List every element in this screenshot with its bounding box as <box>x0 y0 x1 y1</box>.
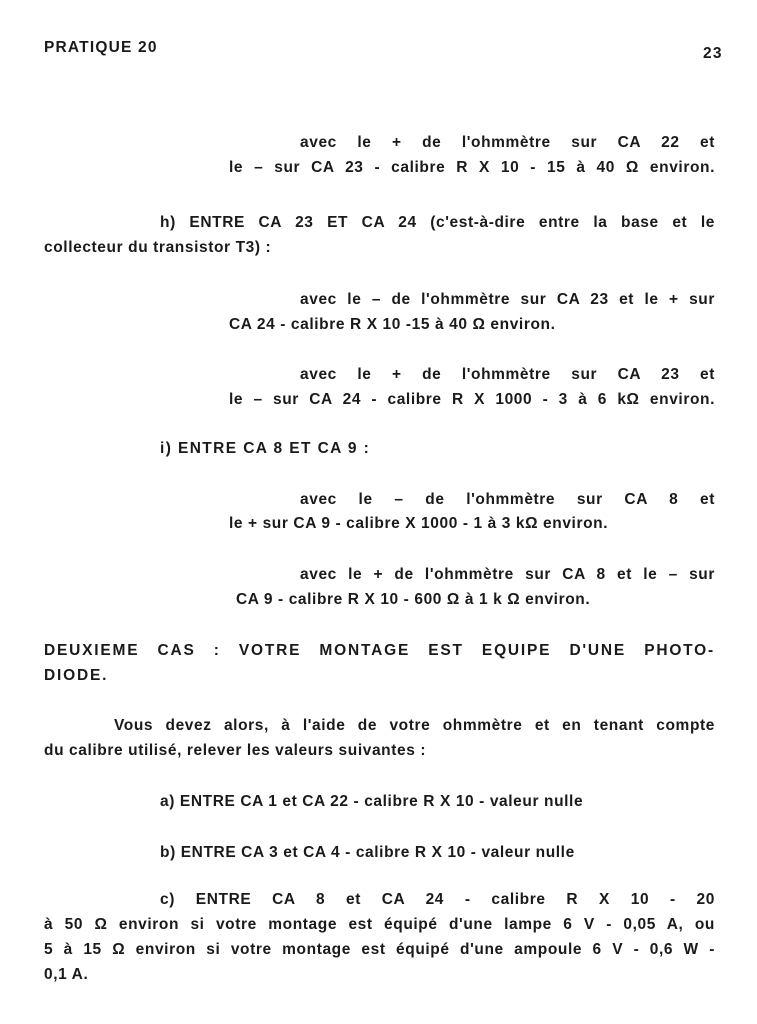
section-heading-deuxieme-cas: DEUXIEME CAS : VOTRE MONTAGE EST EQUIPE D'UNE PHOTO- <box>44 642 715 659</box>
text-line: le + sur CA 9 - calibre X 1000 - 1 à 3 kΩ environ. <box>229 515 609 532</box>
section-heading-h: h) ENTRE CA 23 ET CA 24 (c'est-à-dire entre la base et le <box>160 214 715 231</box>
text-line: CA 9 - calibre R X 10 - 600 Ω à 1 k Ω environ. <box>236 591 591 608</box>
text-line: avec le + de l'ohmmètre sur CA 8 et le – sur <box>300 566 715 583</box>
text-line: Vous devez alors, à l'aide de votre ohmmètre et en tenant compte <box>114 717 715 734</box>
text-line: CA 24 - calibre R X 10 -15 à 40 Ω environ. <box>229 316 556 333</box>
list-item-b: b) ENTRE CA 3 et CA 4 - calibre R X 10 - valeur nulle <box>160 844 575 861</box>
page-number: 23 <box>703 45 723 62</box>
text-line: le – sur CA 23 - calibre R X 10 - 15 à 40 Ω environ. <box>229 159 715 176</box>
text-line: à 50 Ω environ si votre montage est équipé d'une lampe 6 V - 0,05 A, ou <box>44 916 715 933</box>
section-title: PRATIQUE 20 <box>44 39 158 56</box>
section-heading-i: i) ENTRE CA 8 ET CA 9 : <box>160 440 371 457</box>
text-line: avec le + de l'ohmmètre sur CA 23 et <box>300 366 715 383</box>
text-line: avec le – de l'ohmmètre sur CA 8 et <box>300 491 715 508</box>
text-line: 0,1 A. <box>44 966 89 983</box>
text-line: collecteur du transistor T3) : <box>44 239 272 256</box>
text-line: avec le – de l'ohmmètre sur CA 23 et le + sur <box>300 291 715 308</box>
text-line: avec le + de l'ohmmètre sur CA 22 et <box>300 134 715 151</box>
text-line: du calibre utilisé, relever les valeurs suivantes : <box>44 742 427 759</box>
list-item-a: a) ENTRE CA 1 et CA 22 - calibre R X 10 - valeur nulle <box>160 793 584 810</box>
text-line: le – sur CA 24 - calibre R X 1000 - 3 à 6 kΩ environ. <box>229 391 715 408</box>
section-heading-deuxieme-cas-cont: DIODE. <box>44 667 109 684</box>
list-item-c: c) ENTRE CA 8 et CA 24 - calibre R X 10 - 20 <box>160 891 715 908</box>
text-line: 5 à 15 Ω environ si votre montage est équipé d'une ampoule 6 V - 0,6 W - <box>44 941 715 958</box>
